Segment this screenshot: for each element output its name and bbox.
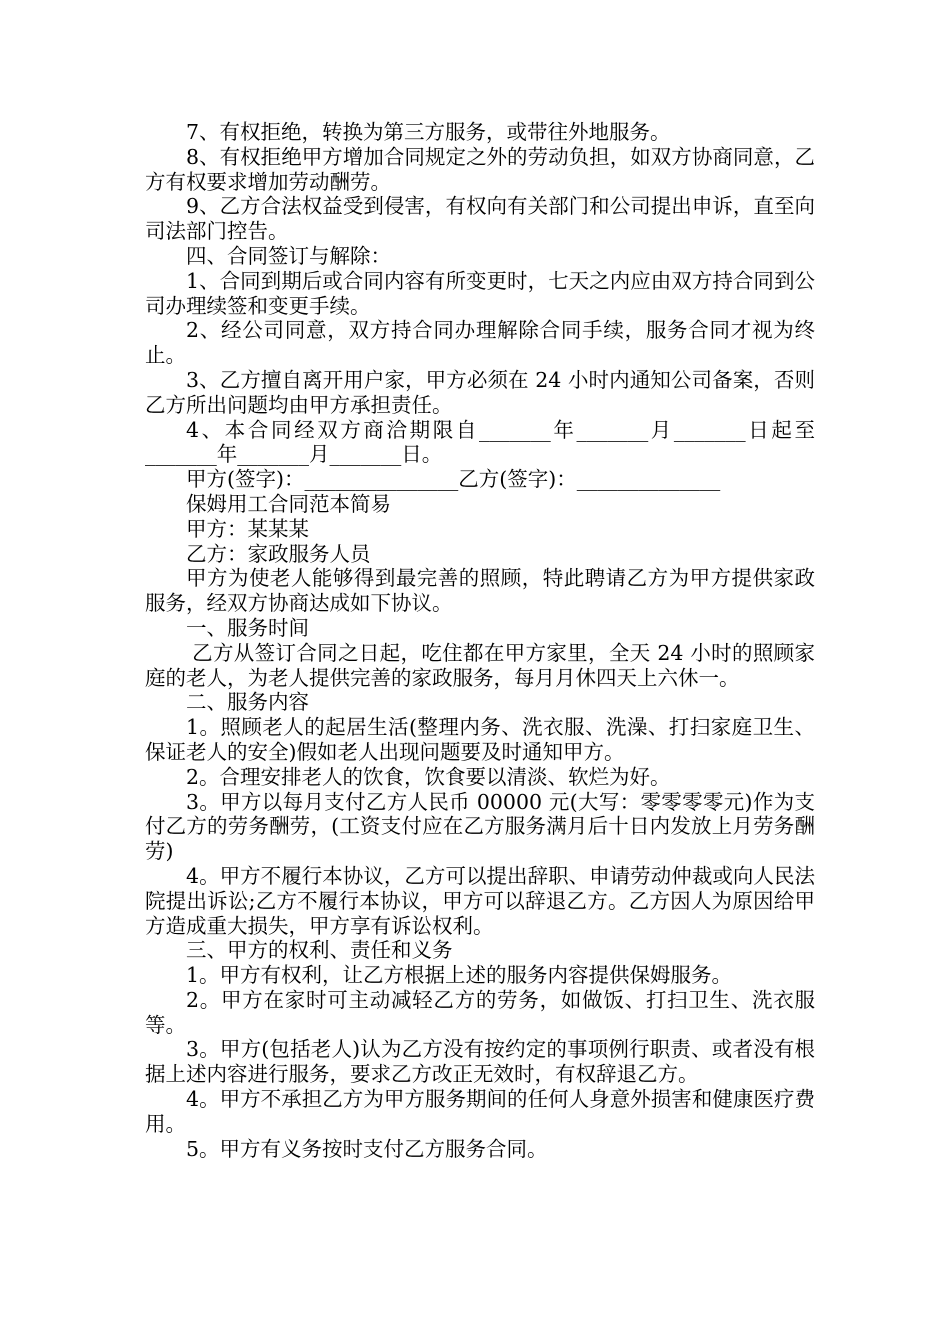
- party-a-item-5: 5。甲方有义务按时支付乙方服务合同。: [186, 1136, 548, 1161]
- clause-contract-period: 4、本合同经双方商洽期限自_______年_______月_______日起至_______年_______月_______日。: [145, 417, 815, 467]
- signature-line: 甲方(签字)：_______________乙方(签字)：______________: [186, 467, 721, 492]
- document-title: 保姆用工合同范本简易: [186, 491, 391, 516]
- service-item-1: 1。照顾老人的起居生活(整理内务、洗衣服、洗澡、打扫家庭卫生、保证老人的安全)假如老人出现问题要及时通知甲方。: [145, 715, 815, 764]
- clause-termination: 2、经公司同意，双方持合同办理解除合同手续，服务合同才视为终止。: [145, 318, 815, 368]
- service-item-3: 3。甲方以每月支付乙方人民币 00000 元(大写：零零零零元)作为支付乙方的劳务酬劳，(工资支付应在乙方服务满月后十日内发放上月劳务酬劳): [145, 789, 815, 864]
- party-a: 甲方：某某某: [186, 516, 309, 541]
- party-a-item-3: 3。甲方(包括老人)认为乙方没有按约定的事项例行职责、或者没有根据上述内容进行服务，要求乙方改正无效时，有权辞退乙方。: [145, 1037, 815, 1087]
- document-body: [145, 120, 815, 1161]
- section-heading-service-content: 二、服务内容: [186, 690, 309, 715]
- service-time-text: 乙方从签订合同之日起，吃住都在甲方家里，全天 24 小时的照顾家庭的老人，为老人提供完善的家政服务，每月月休四天上六休一。: [145, 640, 815, 690]
- section-heading-signing-termination: 四、合同签订与解除：: [186, 243, 391, 268]
- clause-9-rights-appeal: 9、乙方合法权益受到侵害，有权向有关部门和公司提出申诉，直至向司法部门控告。: [145, 194, 815, 244]
- party-a-item-1: 1。甲方有权利，让乙方根据上述的服务内容提供保姆服务。: [186, 963, 733, 988]
- service-item-4: 4。甲方不履行本协议，乙方可以提出辞职、申请劳动仲裁或向人民法院提出诉讼;乙方不履行本协议，甲方可以辞退乙方。乙方因人为原因给甲方造成重大损失，甲方享有诉讼权利。: [145, 863, 815, 938]
- party-a-item-4: 4。甲方不承担乙方为甲方服务期间的任何人身意外损害和健康医疗费用。: [145, 1087, 815, 1136]
- service-item-2: 2。合理安排老人的饮食，饮食要以清淡、软烂为好。: [186, 764, 671, 789]
- clause-7-refuse-transfer: 7、有权拒绝，转换为第三方服务，或带往外地服务。: [186, 120, 671, 144]
- party-b: 乙方：家政服务人员: [186, 541, 371, 566]
- section-heading-service-time: 一、服务时间: [186, 615, 309, 640]
- clause-leaving-household: 3、乙方擅自离开用户家，甲方必须在 24 小时内通知公司备案，否则乙方所出问题均由甲方承担责任。: [145, 367, 815, 417]
- section-heading-party-a-duties: 三、甲方的权利、责任和义务: [186, 938, 453, 963]
- clause-renewal: 1、合同到期后或合同内容有所变更时，七天之内应由双方持合同到公司办理续签和变更手续。: [145, 268, 815, 318]
- party-a-item-2: 2。甲方在家时可主动减轻乙方的劳务，如做饭、打扫卫生、洗衣服等。: [145, 987, 815, 1037]
- clause-8-refuse-extra-labor: 8、有权拒绝甲方增加合同规定之外的劳动负担，如双方协商同意，乙方有权要求增加劳动酬劳。: [145, 144, 815, 194]
- preamble: 甲方为使老人能够得到最完善的照顾，特此聘请乙方为甲方提供家政服务，经双方协商达成如下协议。: [145, 566, 815, 616]
